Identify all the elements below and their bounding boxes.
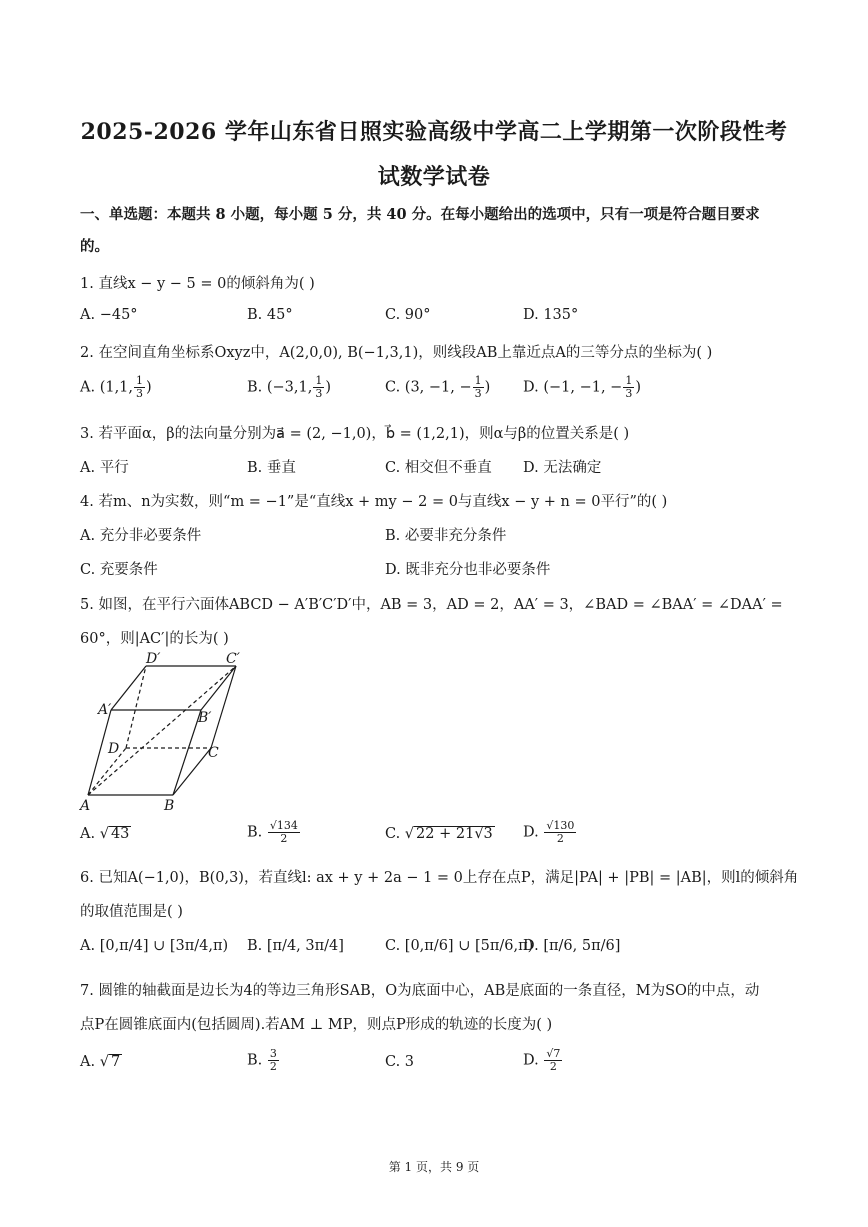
q3-option-d: D. 无法确定	[523, 460, 602, 476]
label-c1: C′	[226, 651, 240, 667]
question-6-stem-line1: 6. 已知A(−1,0)，B(0,3)，若直线l: ax + y + 2a − 1 = 0上存在点P，满足|PA| + |PB| = |AB|，则l的倾斜角	[80, 870, 799, 886]
parallelepiped-figure	[78, 650, 258, 815]
edge-bb1	[173, 710, 201, 795]
question-5-stem-line2: 60°，则|AC′|的长为( )	[80, 631, 229, 647]
edge-ad	[88, 748, 126, 795]
label-a1: A′	[98, 702, 112, 718]
q6-option-b: B. [π/4, 3π/4]	[247, 938, 344, 954]
section-heading: 一、单选题：本题共 8 小题，每小题 5 分，共 40 分。在每小题给出的选项中，只有一项是符合题目要求的。	[80, 206, 760, 255]
q4-option-a: A. 充分非必要条件	[80, 528, 202, 544]
q1-option-d: D. 135°	[523, 307, 579, 323]
q1-option-a: A. −45°	[80, 307, 138, 323]
q5-option-c: C. √ 22 + 21√3	[385, 826, 493, 842]
question-2-stem: 2. 在空间直角坐标系Oxyz中，A(2,0,0), B(−1,3,1)，则线段AB上靠近点A的三等分点的坐标为( )	[80, 345, 713, 361]
edge-a1d1	[111, 666, 146, 710]
page-title-line2: 试数学试卷	[377, 164, 491, 190]
label-b: B	[164, 798, 175, 814]
label-a: A	[80, 798, 91, 814]
question-6-stem-line2: 的取值范围是( )	[80, 904, 183, 920]
q4-option-d: D. 既非充分也非必要条件	[385, 562, 551, 578]
q2-option-a: A. (1,1, $\frac{1}{3}$ )	[80, 374, 152, 400]
q3-option-b: B. 垂直	[247, 460, 296, 476]
q3-option-c: C. 相交但不垂直	[385, 460, 492, 476]
edge-b1c1	[201, 666, 236, 710]
label-b1: B′	[198, 710, 212, 726]
diagonal-ac1	[88, 666, 236, 795]
label-c: C	[208, 745, 219, 761]
q6-option-c: C. [0,π/6] ∪ [5π/6,π)	[385, 938, 534, 954]
edge-bc	[173, 748, 211, 795]
q4-option-b: B. 必要非充分条件	[385, 528, 507, 544]
q7-option-a: A. √ 7	[80, 1054, 121, 1070]
q3-option-a: A. 平行	[80, 460, 129, 476]
question-5-stem-line1: 5. 如图，在平行六面体ABCD − A′B′C′D′中，AB = 3，AD = 2，AA′ = 3，∠BAD = ∠BAA′ = ∠DAA′ =	[80, 597, 783, 613]
page-title-line1: 2025-2026 学年山东省日照实验高级中学高二上学期第一次阶段性考	[80, 119, 788, 145]
q6-option-d: D. [π/6, 5π/6]	[523, 938, 621, 954]
q7-option-d: D. $\frac{√7}{2}$	[523, 1047, 561, 1073]
q2-option-d: D. (−1, −1, − $\frac{1}{3}$ )	[523, 374, 641, 400]
question-1-stem: 1. 直线x − y − 5 = 0的倾斜角为( )	[80, 276, 315, 292]
label-d1: D′	[146, 651, 161, 667]
q2-option-b: B. (−3,1, $\frac{1}{3}$ )	[247, 374, 332, 400]
question-7-stem-line1: 7. 圆锥的轴截面是边长为4的等边三角形SAB，O为底面中心，AB是底面的一条直径，M为SO的中点，动	[80, 983, 760, 999]
question-3-stem: 3. 若平面α，β的法向量分别为a⃗ = (2, −1,0)，b⃗ = (1,2,1)，则α与β的位置关系是( )	[80, 426, 630, 442]
q7-option-b: B. $\frac{3}{2}$	[247, 1047, 277, 1073]
q6-option-a: A. [0,π/4] ∪ [3π/4,π)	[80, 938, 229, 954]
q1-option-c: C. 90°	[385, 307, 431, 323]
page-footer: 第 1 页，共 9 页	[388, 1160, 480, 1174]
q5-option-a: A. √ 43	[80, 826, 130, 842]
q2-option-c: C. (3, −1, − $\frac{1}{3}$ )	[385, 374, 491, 400]
q7-option-c: C. 3	[385, 1054, 415, 1070]
q1-option-b: B. 45°	[247, 307, 293, 323]
question-7-stem-line2: 点P在圆锥底面内(包括圆周).若AM ⊥ MP，则点P形成的轨迹的长度为( )	[80, 1017, 553, 1033]
edge-cc1	[211, 666, 236, 748]
q4-option-c: C. 充要条件	[80, 562, 158, 578]
question-4-stem: 4. 若m、n为实数，则“m = −1”是“直线x + my − 2 = 0与直线x − y + n = 0平行”的( )	[80, 494, 668, 510]
q5-option-d: D. $\frac{√130}{2}$	[523, 819, 575, 845]
label-d: D	[108, 741, 120, 757]
q5-option-b: B. $\frac{√134}{2}$	[247, 819, 298, 845]
